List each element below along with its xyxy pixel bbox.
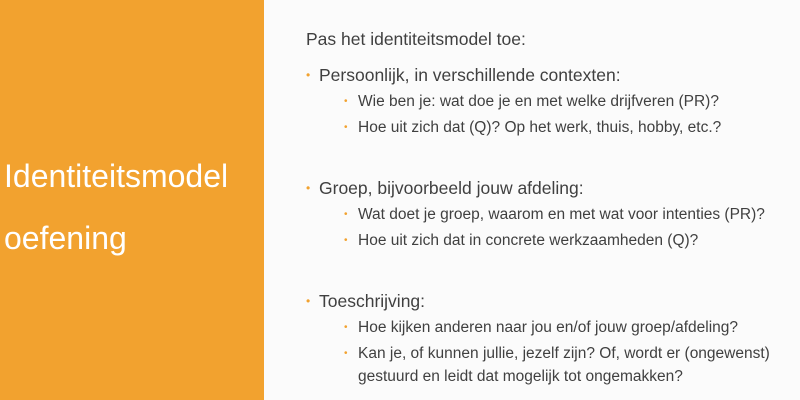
bullet-level1 bbox=[306, 176, 800, 200]
bullet-level2 bbox=[344, 90, 800, 113]
slide-title-line-2: oefening bbox=[4, 220, 127, 256]
intro-text: Pas het identiteitsmodel toe: bbox=[306, 29, 526, 49]
title-panel bbox=[0, 0, 264, 400]
bullet-level2 bbox=[344, 316, 800, 339]
bullet-level1 bbox=[306, 63, 800, 87]
bullet-icon: • bbox=[344, 322, 348, 333]
bullet-group-team bbox=[306, 176, 800, 252]
bullet-level2 bbox=[344, 203, 800, 226]
bullet-level2 bbox=[344, 229, 800, 252]
bullet-text: Kan je, of kunnen jullie, jezelf zijn? Of, wordt er (ongewenst) gestuurd en leidt dat mogelijk tot ongemakken? bbox=[358, 345, 770, 385]
bullet-text: Hoe uit zich dat (Q)? Op het werk, thuis, hobby, etc.? bbox=[358, 119, 722, 136]
bullet-level2 bbox=[344, 116, 800, 139]
slide-title bbox=[4, 145, 262, 269]
bullet-icon: • bbox=[344, 209, 348, 220]
bullet-level1 bbox=[306, 289, 800, 313]
slide-content bbox=[306, 26, 796, 385]
bullet-text: Wie ben je: wat doe je en met welke drijfveren (PR)? bbox=[358, 93, 719, 110]
bullet-icon: • bbox=[306, 68, 311, 82]
bullet-label: Persoonlijk, in verschillende contexten: bbox=[319, 65, 621, 85]
slide-title-line-1: Identiteitsmodel bbox=[4, 158, 229, 194]
bullet-text: Wat doet je groep, waarom en met wat voor intenties (PR)? bbox=[358, 206, 765, 223]
bullet-icon: • bbox=[344, 122, 348, 133]
bullet-group-personal bbox=[306, 63, 800, 139]
bullet-level2 bbox=[344, 342, 800, 388]
bullet-label: Groep, bijvoorbeeld jouw afdeling: bbox=[319, 178, 584, 198]
bullet-text: Hoe uit zich dat in concrete werkzaamheden (Q)? bbox=[358, 232, 699, 249]
bullet-label: Toeschrijving: bbox=[319, 291, 426, 311]
bullet-icon: • bbox=[344, 348, 348, 359]
bullet-icon: • bbox=[344, 235, 348, 246]
bullet-group-attribution bbox=[306, 289, 800, 388]
bullet-icon: • bbox=[306, 181, 311, 195]
bullet-text: Hoe kijken anderen naar jou en/of jouw groep/afdeling? bbox=[358, 319, 739, 336]
bullet-icon: • bbox=[344, 96, 348, 107]
bullet-icon: • bbox=[306, 294, 311, 308]
